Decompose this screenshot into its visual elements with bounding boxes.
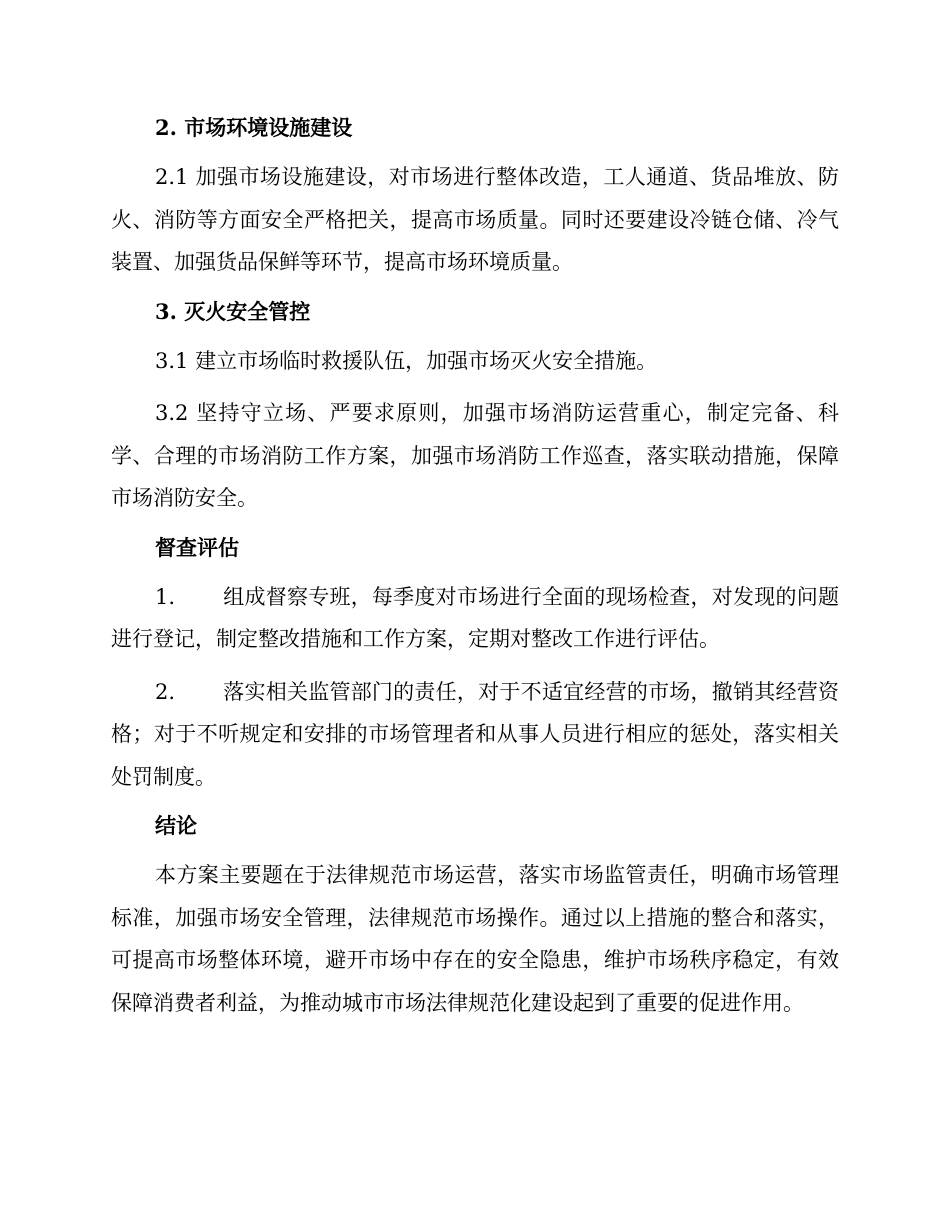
list-number: 1. bbox=[155, 584, 176, 609]
list-item-text: 落实相关监管部门的责任，对于不适宜经营的市场，撤销其经营资格；对于不听规定和安排的市场管理者和从事人员进行相应的惩处，落实相关处罚制度。 bbox=[111, 679, 839, 789]
section-heading-conclusion: 结论 bbox=[155, 813, 197, 838]
paragraph-conclusion: 本方案主要题在于法律规范市场运营，落实市场监管责任，明确市场管理标准，加强市场安全管理，法律规范市场操作。通过以上措施的整合和落实，可提高市场整体环境，避开市场中存在的安全隐患，维护市场秩序稳定，有效保障消费者利益，为推动城市市场法律规范化建设起到了重要的促进作用。 bbox=[111, 863, 839, 1015]
section-heading-fire-safety: 3. 灭火安全管控 bbox=[155, 298, 311, 324]
list-item-text: 组成督察专班，每季度对市场进行全面的现场检查，对发现的问题进行登记，制定整改措施和工作方案，定期对整改工作进行评估。 bbox=[111, 584, 839, 651]
section-heading-facilities: 2. 市场环境设施建设 bbox=[155, 115, 353, 140]
document-body bbox=[111, 108, 839, 1024]
supervision-item-1 bbox=[111, 576, 839, 661]
paragraph-3-1: 3.1 建立市场临时救援队伍，加强市场灭火安全措施。 bbox=[155, 348, 658, 373]
list-number: 2. bbox=[155, 679, 176, 704]
section-heading-supervision: 督查评估 bbox=[155, 534, 239, 560]
paragraph-3-2: 3.2 坚持守立场、严要求原则，加强市场消防运营重心，制定完备、科学、合理的市场消防工作方案，加强市场消防工作巡查，落实联动措施，保障市场消防安全。 bbox=[111, 401, 839, 510]
paragraph-2-1: 2.1 加强市场设施建设，对市场进行整体改造，工人通道、货品堆放、防火、消防等方面安全严格把关，提高市场质量。同时还要建设冷链仓储、冷气装置、加强货品保鲜等环节，提高市场环境质量。 bbox=[111, 165, 839, 274]
supervision-item-2 bbox=[111, 671, 839, 799]
